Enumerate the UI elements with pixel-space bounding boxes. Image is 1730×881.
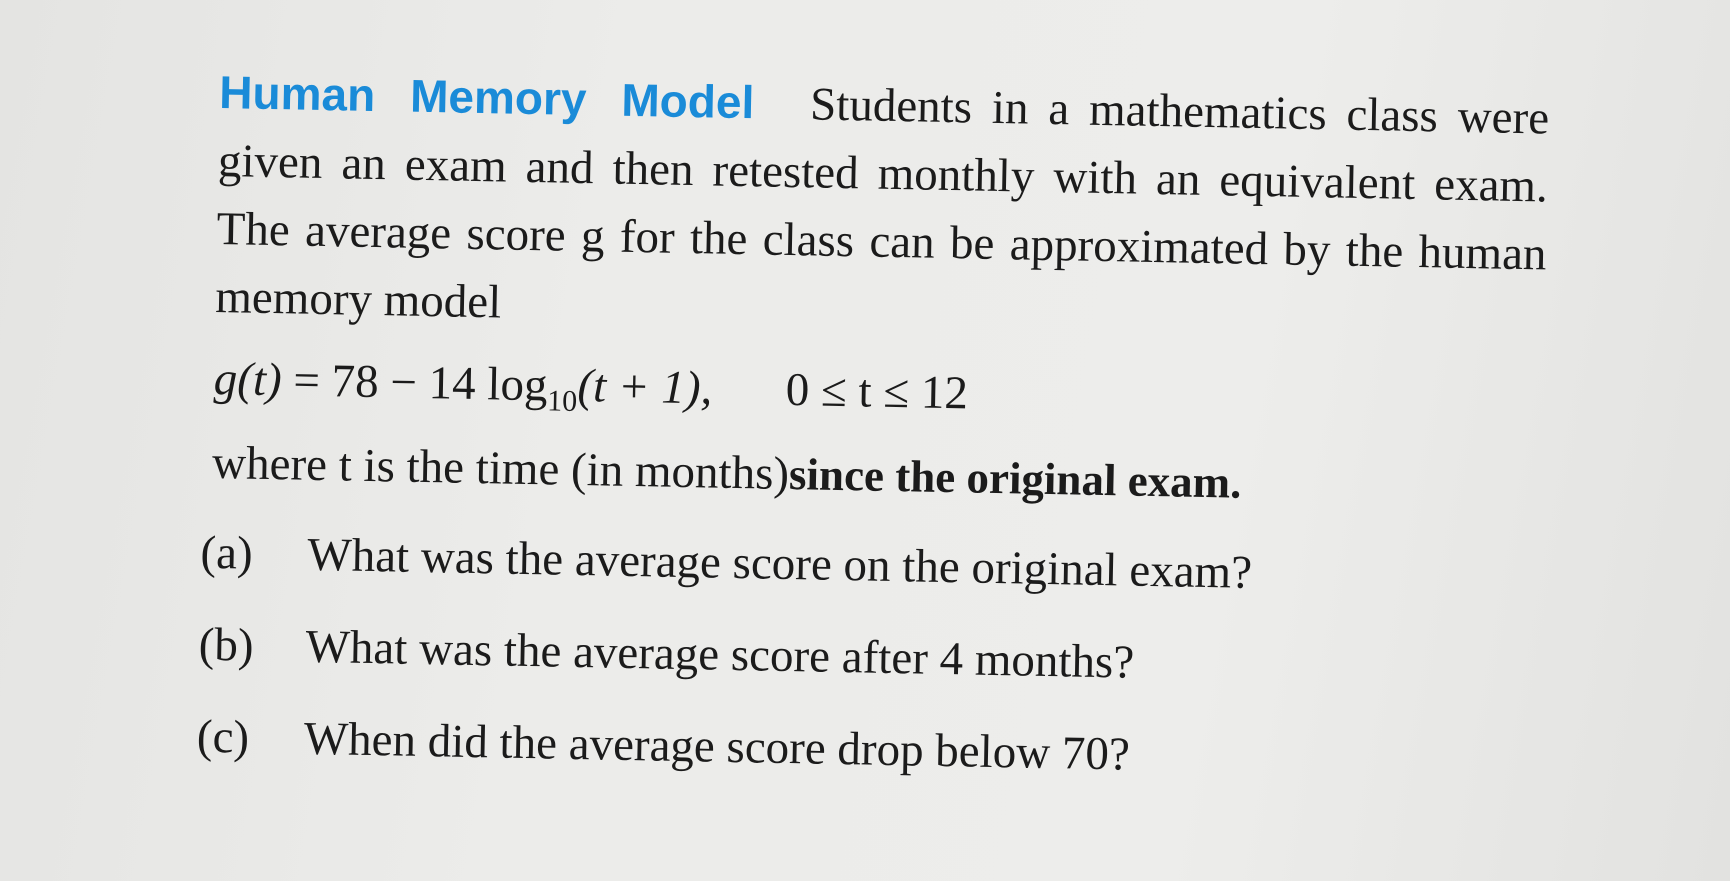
- question-part-text: What was the average score after 4 months?: [305, 620, 1135, 689]
- question-parts: [196, 519, 1551, 797]
- question-part-a: [199, 519, 1551, 613]
- variable-definition-bold-text: since the original exam.: [788, 449, 1242, 508]
- formula-domain: 0 ≤ t ≤ 12: [785, 363, 969, 420]
- variable-definition-text: where t is the time (in months): [211, 436, 790, 500]
- formula-argument: (t + 1),: [576, 359, 713, 415]
- formula-constant: 78: [331, 355, 380, 409]
- problem-intro-paragraph: [215, 58, 1550, 356]
- memory-model-formula: [213, 345, 1554, 439]
- problem-heading: Human Memory Model: [218, 65, 755, 129]
- question-part-c: [196, 703, 1547, 797]
- question-part-label: (c): [196, 710, 250, 764]
- formula-log: log: [486, 358, 548, 412]
- formula-coefficient: 14: [428, 357, 477, 410]
- formula-lhs: g(t): [213, 352, 283, 407]
- question-part-label: (b): [198, 618, 255, 672]
- question-part-text: What was the average score on the original exam?: [306, 528, 1253, 599]
- variable-definition: [212, 429, 1553, 523]
- problem-block: [196, 58, 1560, 821]
- formula-log-base: 10: [546, 384, 578, 418]
- question-part-label: (a): [199, 526, 254, 580]
- question-part-b: [198, 611, 1549, 705]
- question-part-text: When did the average score drop below 70?: [303, 712, 1131, 781]
- formula-equals: =: [292, 354, 321, 407]
- formula-minus: −: [389, 356, 418, 409]
- problem-intro-text: Students in a mathematics class were given an exam and then retested monthly with an equivalent exam. The average score g for the class can be approximated by the human memory model: [214, 78, 1550, 329]
